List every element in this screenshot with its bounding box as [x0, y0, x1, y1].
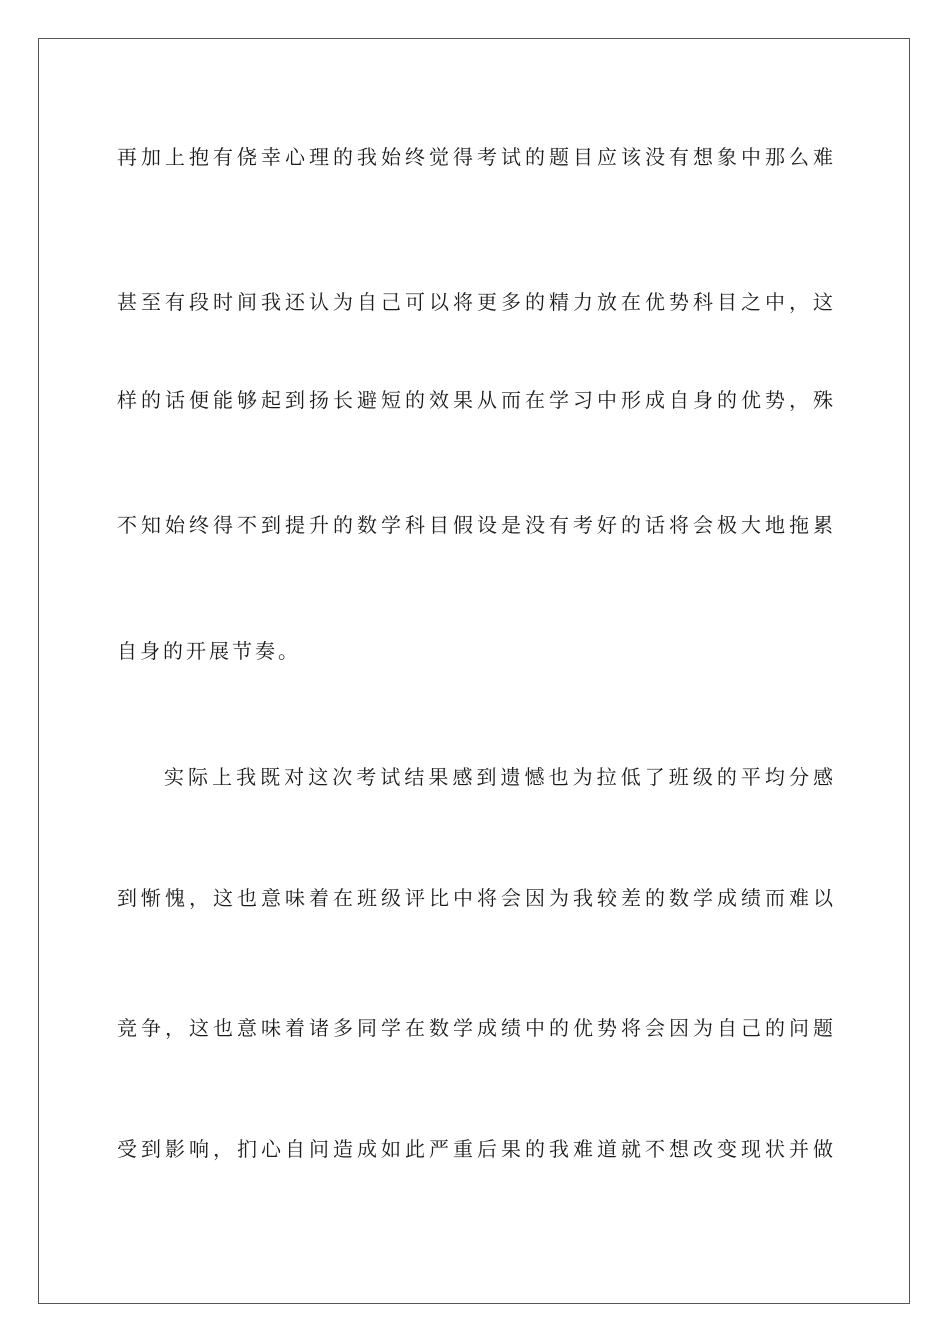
text-line-3: 样的话便能够起到扬长避短的效果从而在学习中形成自身的优势，殊 — [117, 388, 833, 412]
text-line-5: 自身的开展节奏。 — [117, 639, 301, 663]
text-line-7: 到惭愧，这也意味着在班级评比中将会因为我较差的数学成绩而难以 — [117, 886, 833, 910]
text-line-2: 甚至有段时间我还认为自己可以将更多的精力放在优势科目之中，这 — [117, 290, 833, 314]
text-line-6: 实际上我既对这次考试结果感到遗憾也为拉低了班级的平均分感 — [164, 765, 833, 789]
text-line-8: 竞争，这也意味着诸多同学在数学成绩中的优势将会因为自己的问题 — [117, 1016, 833, 1040]
text-line-1: 再加上抱有侥幸心理的我始终觉得考试的题目应该没有想象中那么难 — [117, 145, 833, 169]
page-border — [38, 38, 910, 1304]
text-line-9: 受到影响，扪心自问造成如此严重后果的我难道就不想改变现状并做 — [117, 1137, 833, 1161]
text-line-4: 不知始终得不到提升的数学科目假设是没有考好的话将会极大地拖累 — [117, 513, 833, 537]
